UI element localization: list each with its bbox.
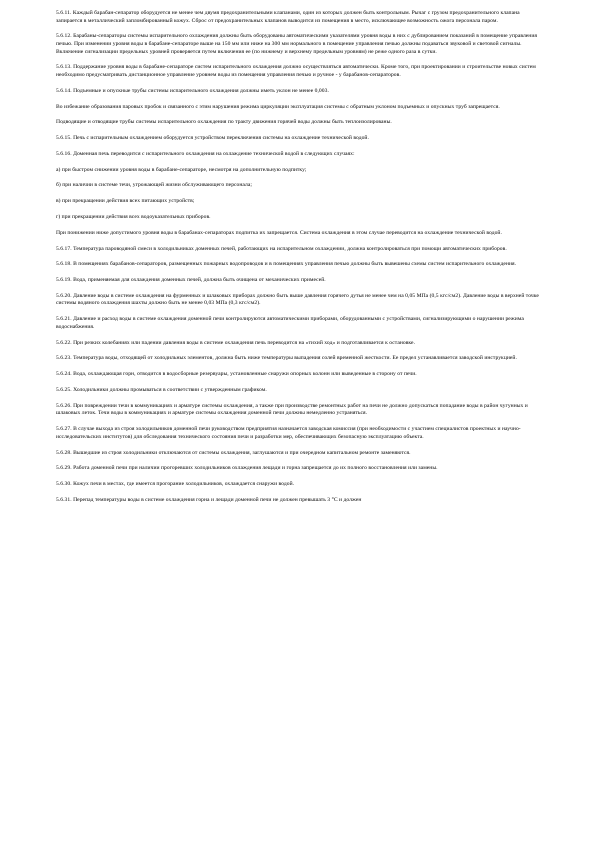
paragraph-5-6-16: 5.6.16. Доменная печь переводится с испарительного охлаждения на охлаждение технической водой в следующих случаях: bbox=[56, 150, 355, 157]
paragraph-5-6-24: 5.6.24. Вода, охлаждающая горн, отводится в водосборные резервуары, установленные снаружи опорных колонн или выведенные в сторону от печи. bbox=[56, 371, 417, 378]
paragraph-5-6-12: 5.6.12. Барабаны-сепараторы системы испарительного охлаждения должны быть оборудованы автоматическими указателями уровня воды в них с дублированием показаний в помещение управления печью. При изменении уровня воды в барабане-сепараторе выше на 150 мм или ниже на 300 мм нормального в помещение управления печью должны подаваться звуковой и световой сигналы. Включение сигнализации предельных уровней проверяется путем включения ее (по нижнему и верхнему предельным уровням) не реже одного раза в сутки. bbox=[56, 33, 537, 55]
paragraph-5-6-19: 5.6.19. Вода, применяемая для охлаждения доменных печей, должна быть очищена от механических примесей. bbox=[56, 277, 326, 284]
paragraph-5-6-25: 5.6.25. Холодильники должны промываться в соответствии с утвержденным графиком. bbox=[56, 386, 267, 393]
paragraph-5-6-15: 5.6.15. Печь с испарительным охлаждением оборудуется устройством переключения системы на охлаждение технической водой. bbox=[56, 135, 369, 142]
paragraph-5-6-26: 5.6.26. При повреждении течи в коммуникациях и арматуре системы охлаждения, а также при производстве ремонтных работ на печи не должно допускаться попадание воды в район чугунных и шлаковых леток. Течи воды в коммуникациях и арматуре системы охлаждения доменной печи должны немедленно устраняться. bbox=[56, 402, 528, 417]
paragraph-5-6-23: 5.6.23. Температура воды, отходящей от холодильных элементов, должна быть ниже температуры выпадения солей временной жесткости. Ее предел устанавливается заводской инструкцией. bbox=[56, 355, 517, 362]
list-item-v: в) при прекращении действия всех питающих устройств; bbox=[56, 198, 195, 205]
paragraph-5-6-13: 5.6.13. Поддержание уровня воды в барабане-сепараторе систем испарительного охлаждения должно осуществляться автоматически. Кроме того, при проектировании и строительстве новых систем необходимо предусматривать дистанционное управление уровнем воды из помещения управления печью и ручное - у барабанов-сепараторов. bbox=[56, 64, 536, 78]
paragraph-5-6-27: 5.6.27. В случае выхода из строя холодильников доменной печи руководством предприятия назначается заводская комиссия (при необходимости с участием специалистов проектных и научно-исследовательских институтов) для обследования технического состояния печи и разработки мер, обеспечивающих безопасную эксплуатацию объекта. bbox=[56, 426, 521, 440]
paragraph-5-6-18: 5.6.18. В помещениях барабанов-сепараторов, размещенных пожарных водопроводов и в помещениях управления печью должны быть вывешены схемы систем испарительного охлаждения. bbox=[56, 261, 517, 268]
paragraph-5-6-31: 5.6.31. Перепад температуры воды в системе охлаждения горна и лещади доменной печи не должен превышать 3 °С и должен bbox=[56, 496, 362, 503]
paragraph-insulation-note: Подводящие и отводящие трубы системы испарительного охлаждения по тракту движения горячей воды должны быть теплоизолированы. bbox=[56, 119, 392, 126]
paragraph-5-6-22: 5.6.22. При резких колебаниях или падении давления воды в системе охлаждения печь переводится на «тихий ход» и подготавливается к остановке. bbox=[56, 339, 416, 346]
paragraph-5-6-30: 5.6.30. Кожух печи в местах, где имеется прогорание холодильников, охлаждается снаружи водой. bbox=[56, 481, 295, 488]
list-item-b: б) при наличии в системе течи, угрожающей жизни обслуживающего персонала; bbox=[56, 182, 252, 189]
paragraph-5-6-21: 5.6.21. Давление и расход воды в системе охлаждения доменной печи контролируются автоматическими приборами, оборудованными с устройствами, сигнализирующими о нарушении режима водоснабжения. bbox=[56, 316, 524, 330]
document-page bbox=[56, 10, 540, 836]
list-item-a: а) при быстром снижении уровня воды в барабане-сепараторе, несмотря на дополнительную подпитку; bbox=[56, 166, 307, 173]
paragraph-5-6-14: 5.6.14. Подъемные и опускные трубы системы испарительного охлаждения должны иметь уклон не менее 0,003. bbox=[56, 87, 329, 94]
paragraph-slope-note: Во избежание образования паровых пробок и связанного с этим нарушения режима циркуляции эксплуатация системы с обратным уклоном подъемных и опускных труб запрещается. bbox=[56, 103, 500, 110]
paragraph-5-6-17: 5.6.17. Температура пароводяной смеси в холодильниках доменных печей, работающих на испарительном охлаждении, должна контролироваться при помощи автоматических приборов. bbox=[56, 245, 507, 252]
list-item-g: г) при прекращении действия всех водоуказательных приборов. bbox=[56, 213, 211, 220]
paragraph-5-6-11: 5.6.11. Каждый барабан-сепаратор оборудуется не менее чем двумя предохранительными клапанами, один из которых должен быть контрольным. Рычаг с грузом предохранительного клапана запирается в металлический запломбированный кожух. Сброс от предохранительных клапанов выводится из помещения в место, исключающее возможность ожога персонала паром. bbox=[56, 10, 520, 24]
paragraph-5-6-20: 5.6.20. Давление воды в системе охлаждения на фурменных и шлаковых приборах должно быть выше давления горячего дутья не менее чем на 0,05 МПа (0,5 кгс/см2). Давление воды в верхней точке системы водяного охлаждения шахты должно быть не менее 0,03 МПа (0,3 кгс/см2). bbox=[56, 292, 539, 307]
paragraph-5-6-29: 5.6.29. Работа доменной печи при наличии прогоревших холодильников охлаждения лещади и горна запрещается до их полного восстановления или замены. bbox=[56, 465, 438, 472]
paragraph-low-level-note: При понижении ниже допустимого уровня воды в барабанах-сепараторах подпитка их запрещается. Система охлаждения в этом случае переводится на охлаждение технической водой. bbox=[56, 229, 502, 236]
paragraph-5-6-28: 5.6.28. Вышедшие из строя холодильники отключаются от системы охлаждения, заглушаются и при очередном капитальном ремонте заменяются. bbox=[56, 449, 411, 456]
